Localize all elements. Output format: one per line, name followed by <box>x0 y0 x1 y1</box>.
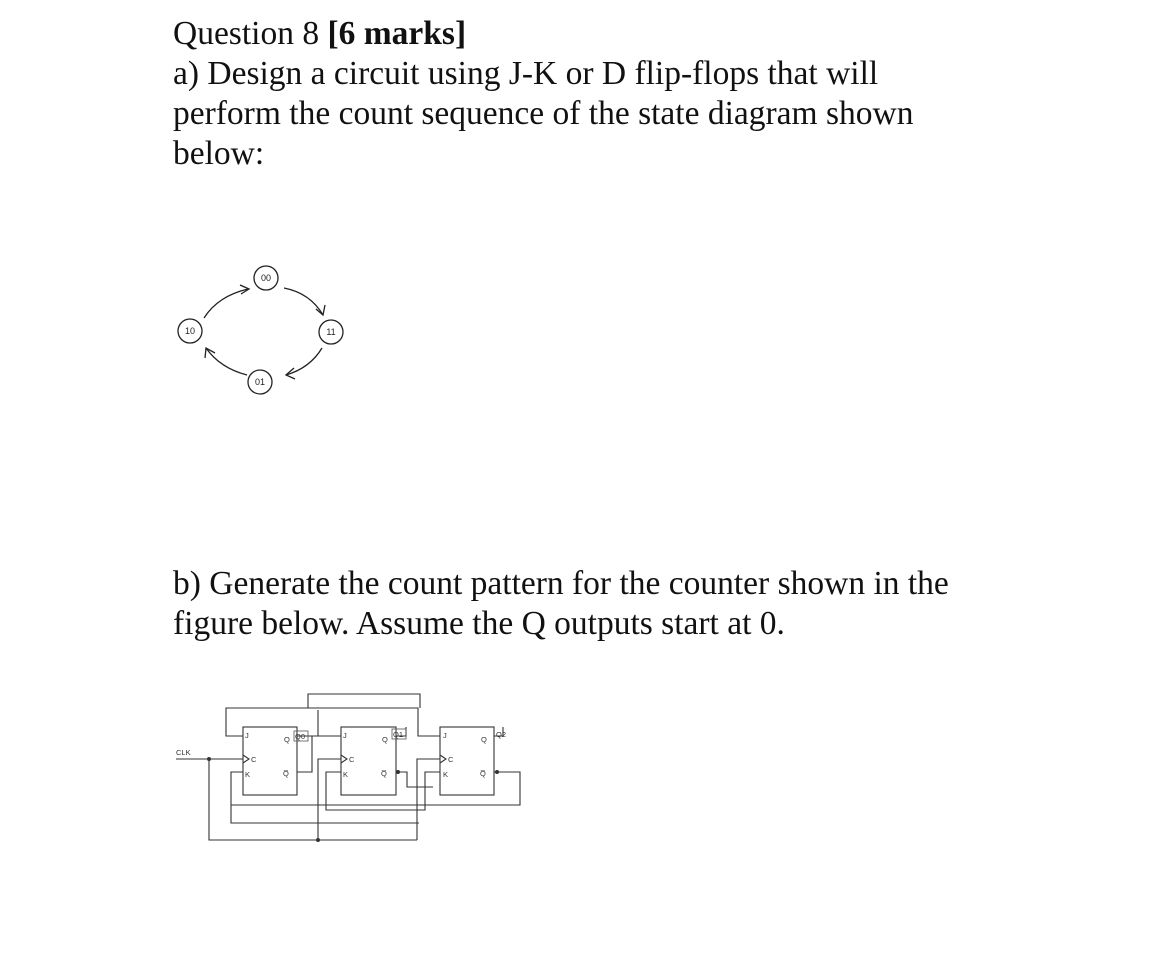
question-number: Question 8 <box>173 15 328 52</box>
wire-ff0-k <box>231 772 419 823</box>
part-a-line-1: a) Design a circuit using J-K or D flip-flops that will <box>173 55 879 92</box>
clock-wire <box>176 759 440 840</box>
ff0-k-label: K <box>245 770 251 779</box>
wire-ff0-j <box>226 708 440 736</box>
clock-label: CLK <box>176 748 191 757</box>
ff1-q-label: Q <box>382 735 388 744</box>
ff2-j-label: J <box>443 731 447 740</box>
ff2-q-label: Q <box>481 735 487 744</box>
question-marks: [6 marks] <box>327 15 467 52</box>
part-a-line-3: below: <box>173 135 265 172</box>
ff2-c-label: C <box>448 755 454 764</box>
part-b-line-1: b) Generate the count pattern for the counter shown in the <box>173 565 949 602</box>
qbar-bubble-2 <box>495 770 499 774</box>
clock-triangle-2 <box>440 755 446 763</box>
state-label-11: 11 <box>326 327 336 337</box>
qbar-bubble-1 <box>396 770 400 774</box>
ff0-q-label: Q <box>284 735 290 744</box>
clock-triangle-1 <box>341 755 347 763</box>
ff1-k-label: K <box>343 770 349 779</box>
clock-junction <box>207 757 211 761</box>
state-label-01: 01 <box>254 377 266 387</box>
ff0-j-label: J <box>245 731 249 740</box>
wire-ff0-qbar <box>297 736 341 772</box>
ff2-qbar-label: Q̅ <box>480 769 486 778</box>
wire-ff2-qbar <box>231 772 520 805</box>
part-a-line-2: perform the count sequence of the state diagram shown <box>173 95 914 132</box>
ff1-output-label: Q1 <box>393 730 404 739</box>
clock-triangle-0 <box>243 755 249 763</box>
ff2-k-label: K <box>443 770 449 779</box>
part-b-line-2: figure below. Assume the Q outputs start at 0. <box>173 605 785 642</box>
state-label-10: 10 <box>184 326 196 336</box>
ff2-output-label: Q2 <box>496 730 507 739</box>
ff1-c-label: C <box>349 755 355 764</box>
ff1-qbar-label: Q̅ <box>381 769 387 778</box>
clock-junction-2 <box>316 838 320 842</box>
state-label-00: 00 <box>260 273 272 283</box>
ff0-qbar-label: Q̅ <box>283 769 289 778</box>
wire-feedback-top <box>308 694 420 708</box>
wire-ff1-qbar <box>396 772 433 787</box>
ff0-output-label: Q0 <box>295 732 306 741</box>
ff0-c-label: C <box>251 755 257 764</box>
ff1-j-label: J <box>343 731 347 740</box>
